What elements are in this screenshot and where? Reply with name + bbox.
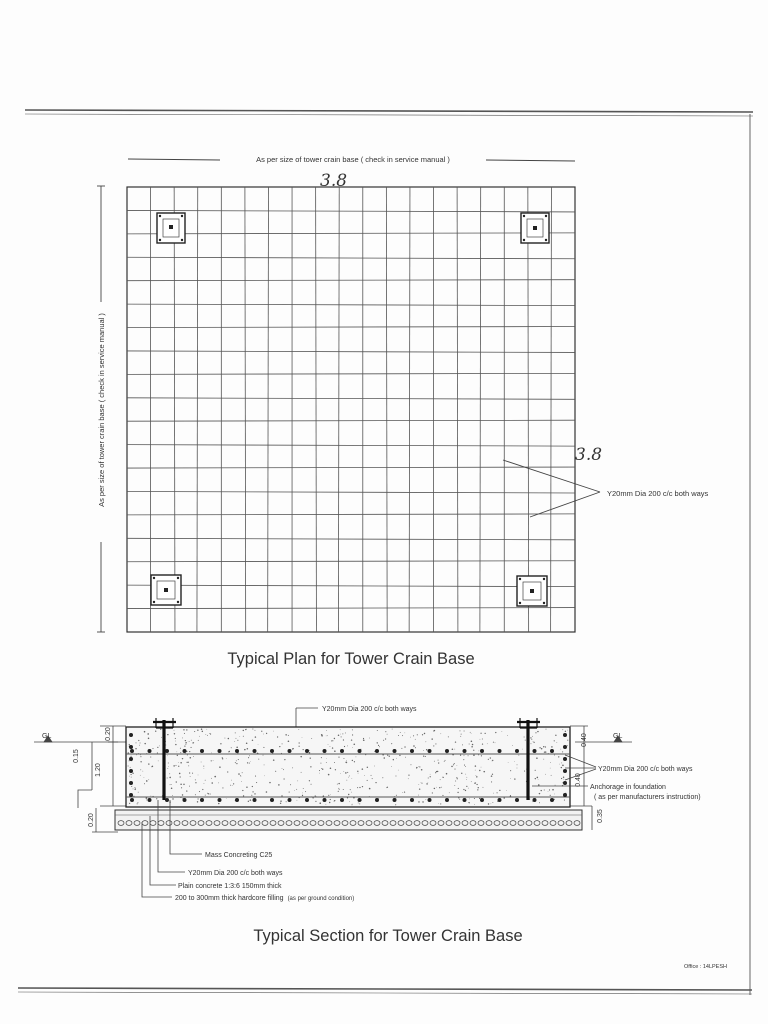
section-side-rebar-label: Y20mm Dia 200 c/c both ways	[598, 766, 693, 773]
hardcore-label-note: (as per ground condition)	[287, 896, 355, 902]
dim-015: 0.15	[73, 749, 80, 763]
dim-120: 1.20	[95, 763, 102, 777]
section-top-rebar-label: Y20mm Dia 200 c/c both ways	[322, 706, 417, 713]
dim-020-top: 0.20	[105, 727, 112, 741]
dim-040-b: 0.40	[575, 773, 582, 787]
footer-reference: Office : 14LPESH	[683, 964, 727, 970]
dim-035: 0.35	[597, 809, 604, 823]
hardcore-label	[175, 895, 354, 902]
anchor-plate-bottom-left	[151, 575, 181, 605]
concrete-foundation-block	[126, 727, 570, 807]
anchorage-label: Anchorage in foundation	[590, 784, 666, 791]
hardcore-filling-layer	[115, 810, 582, 830]
plan-rebar-label: Y20mm Dia 200 c/c both ways	[607, 489, 709, 498]
plain-concrete-label: Plain concrete 1:3:6 150mm thick	[178, 883, 282, 890]
plan-left-dimension-text: As per size of tower crain base ( check in service manual )	[97, 313, 106, 507]
anchor-plate-top-left	[157, 213, 185, 243]
dim-020-bottom: 0.20	[88, 813, 95, 827]
gl-left-label: GL	[42, 733, 52, 740]
hardcore-label-main: 200 to 300mm thick hardcore filling	[175, 895, 284, 902]
dim-040: 0.40	[581, 733, 588, 747]
mass-concrete-label: Mass Concreting C25	[205, 852, 273, 859]
anchor-plate-top-right	[521, 213, 549, 243]
anchor-plate-bottom-right	[517, 576, 547, 606]
gl-right-label: GL	[613, 733, 623, 740]
handwritten-right: 3.8	[575, 445, 603, 465]
section-title: Typical Section for Tower Crain Base	[253, 927, 523, 945]
plan-title: Typical Plan for Tower Crain Base	[227, 650, 475, 668]
anchorage-note: ( as per manufacturers instruction)	[594, 794, 701, 801]
handwritten-top: 3.8	[320, 171, 348, 191]
plan-top-dimension-text: As per size of tower crain base ( check in service manual )	[256, 155, 450, 164]
bottom-rebar-label: Y20mm Dia 200 c/c both ways	[188, 870, 283, 877]
